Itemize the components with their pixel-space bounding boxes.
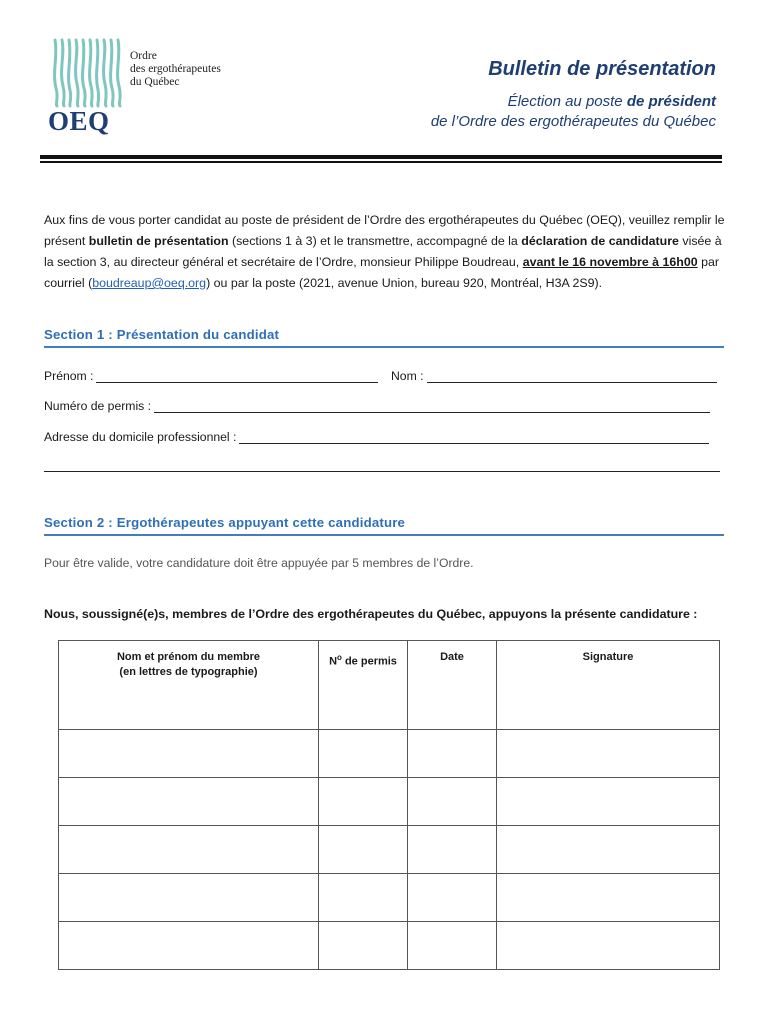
signature-cell[interactable] (497, 874, 720, 922)
signature-cell[interactable] (497, 826, 720, 874)
permis-cell[interactable] (319, 922, 408, 970)
col-header-permis: $N^o$ de permis (319, 641, 408, 730)
logo-acronym: OEQ (48, 106, 110, 136)
col-header-date: Date (408, 641, 497, 730)
permis-field[interactable] (44, 399, 710, 413)
permis-cell[interactable] (319, 778, 408, 826)
table-row (59, 730, 720, 778)
intro-bold-declaration: déclaration de candidature (521, 234, 679, 248)
nom-cell[interactable] (59, 730, 319, 778)
adresse-input-line-2[interactable] (44, 470, 720, 472)
intro-text-1: Aux fins de vous porter candidat au poste de président de l’Ordre des ergothérapeutes du Québec (OEQ), veuillez remplir le présent (44, 213, 725, 248)
signature-cell[interactable] (497, 730, 720, 778)
header-rule-thick (40, 155, 722, 159)
date-cell[interactable] (408, 730, 497, 778)
page-subtitle (431, 92, 716, 132)
subtitle-prefix: Élection au poste (507, 93, 627, 110)
col-header-nom-line1: Nom et prénom du membre (116, 651, 261, 663)
nom-cell[interactable] (59, 826, 319, 874)
nom-field[interactable] (391, 369, 717, 383)
intro-text-2: (sections 1 à 3) et le transmettre, accompagné de la (228, 234, 522, 248)
permis-cell[interactable] (319, 826, 408, 874)
prenom-field[interactable] (44, 369, 378, 383)
header-rule-thin (40, 161, 722, 163)
nom-cell[interactable] (59, 874, 319, 922)
nom-label: Nom : (391, 369, 424, 383)
permis-label: Numéro de permis : (44, 399, 152, 413)
section-1-heading: Section 1 : Présentation du candidat (44, 327, 724, 348)
signature-rows (59, 730, 720, 970)
section-2-heading: Section 2 : Ergothérapeutes appuyant cette candidature (44, 515, 724, 536)
subtitle-line-2: de l’Ordre des ergothérapeutes du Québec (430, 113, 716, 130)
signature-cell[interactable] (497, 778, 720, 826)
intro-text-5: ) ou par la poste (2021, avenue Union, bureau 920, Montréal, H3A 2S9). (206, 276, 603, 290)
page-title: Bulletin de présentation (488, 58, 716, 80)
col-header-nom-line2: (en lettres de typographie) (119, 666, 258, 678)
date-cell[interactable] (408, 778, 497, 826)
logo-line-1: Ordre (130, 50, 157, 62)
table-row (59, 826, 720, 874)
permis-cell[interactable] (319, 874, 408, 922)
permis-input-line[interactable] (154, 400, 710, 413)
support-statement: Nous, soussigné(e)s, membres de l’Ordre des ergothérapeutes du Québec, appuyons la présente candidature : (44, 607, 698, 621)
title-block (431, 58, 716, 132)
oeq-logo-mark (52, 38, 124, 108)
logo-wordmark (130, 50, 221, 89)
adresse-input-line[interactable] (239, 431, 709, 444)
logo-line-2: des ergothérapeutes (130, 63, 221, 75)
permis-cell[interactable] (319, 730, 408, 778)
intro-bold-bulletin: bulletin de présentation (88, 234, 229, 248)
logo-line-3: du Québec (130, 76, 180, 88)
adresse-field[interactable] (44, 430, 709, 444)
intro-deadline: avant le 16 novembre à 16h00 (522, 255, 698, 269)
adresse-label: Adresse du domicile professionnel : (44, 430, 237, 444)
date-cell[interactable] (408, 874, 497, 922)
col-header-signature: Signature (497, 641, 720, 730)
intro-text-4: par courriel ( (44, 255, 719, 290)
table-row (59, 778, 720, 826)
table-row (59, 922, 720, 970)
prenom-input-line[interactable] (96, 370, 378, 383)
email-link[interactable]: boudreaup@oeq.org (92, 276, 207, 290)
nom-cell[interactable] (59, 922, 319, 970)
date-cell[interactable] (408, 826, 497, 874)
table-header-row (59, 641, 720, 730)
prenom-label: Prénom : (44, 369, 94, 383)
signature-table (58, 640, 720, 970)
date-cell[interactable] (408, 922, 497, 970)
table-row (59, 874, 720, 922)
validity-note: Pour être valide, votre candidature doit être appuyée par 5 membres de l’Ordre. (44, 556, 474, 570)
signature-cell[interactable] (497, 922, 720, 970)
subtitle-bold: de président (626, 93, 716, 110)
intro-text-3: visée à la section 3, au directeur général et secrétaire de l’Ordre, monsieur Philippe Boudreau, (44, 234, 722, 269)
nom-cell[interactable] (59, 778, 319, 826)
intro-paragraph (44, 210, 728, 294)
col-header-nom (59, 641, 319, 730)
nom-input-line[interactable] (427, 370, 717, 383)
